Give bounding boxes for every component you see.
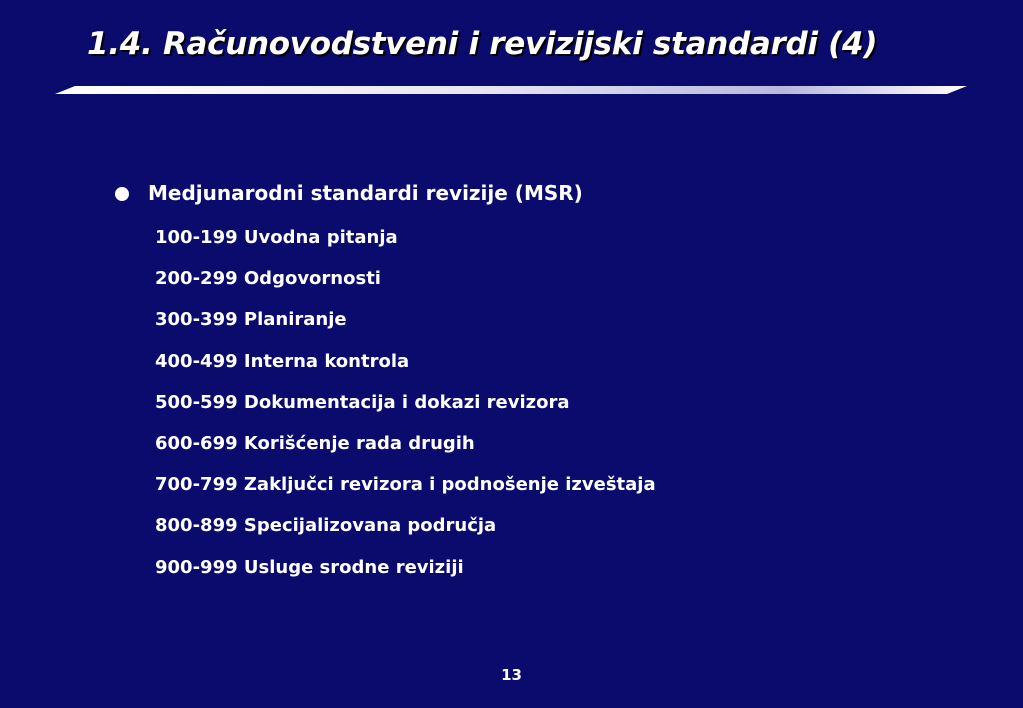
list-item: 600-699 Korišćenje rada drugih xyxy=(155,432,475,454)
bullet-heading xyxy=(115,181,583,205)
list-item: 100-199 Uvodna pitanja xyxy=(155,227,398,248)
title-divider xyxy=(55,86,967,94)
bullet-dot-icon xyxy=(115,187,129,201)
list-item: 300-399 Planiranje xyxy=(155,309,347,331)
list-item: 500-599 Dokumentacija i dokazi revizora xyxy=(155,391,570,413)
bullet-text: Medjunarodni standardi revizije (MSR) xyxy=(148,181,583,205)
standards-list xyxy=(155,226,656,597)
page-number: 13 xyxy=(501,666,522,684)
list-item: 400-499 Interna kontrola xyxy=(155,350,410,372)
slide-title: 1.4. Računovodstveni i revizijski standardi (4) xyxy=(87,26,878,62)
list-item: 700-799 Zaključci revizora i podnošenje izveštaja xyxy=(155,474,656,496)
list-item: 900-999 Usluge srodne reviziji xyxy=(155,556,464,578)
list-item: 800-899 Specijalizovana područja xyxy=(155,515,497,537)
list-item: 200-299 Odgovornosti xyxy=(155,268,381,290)
